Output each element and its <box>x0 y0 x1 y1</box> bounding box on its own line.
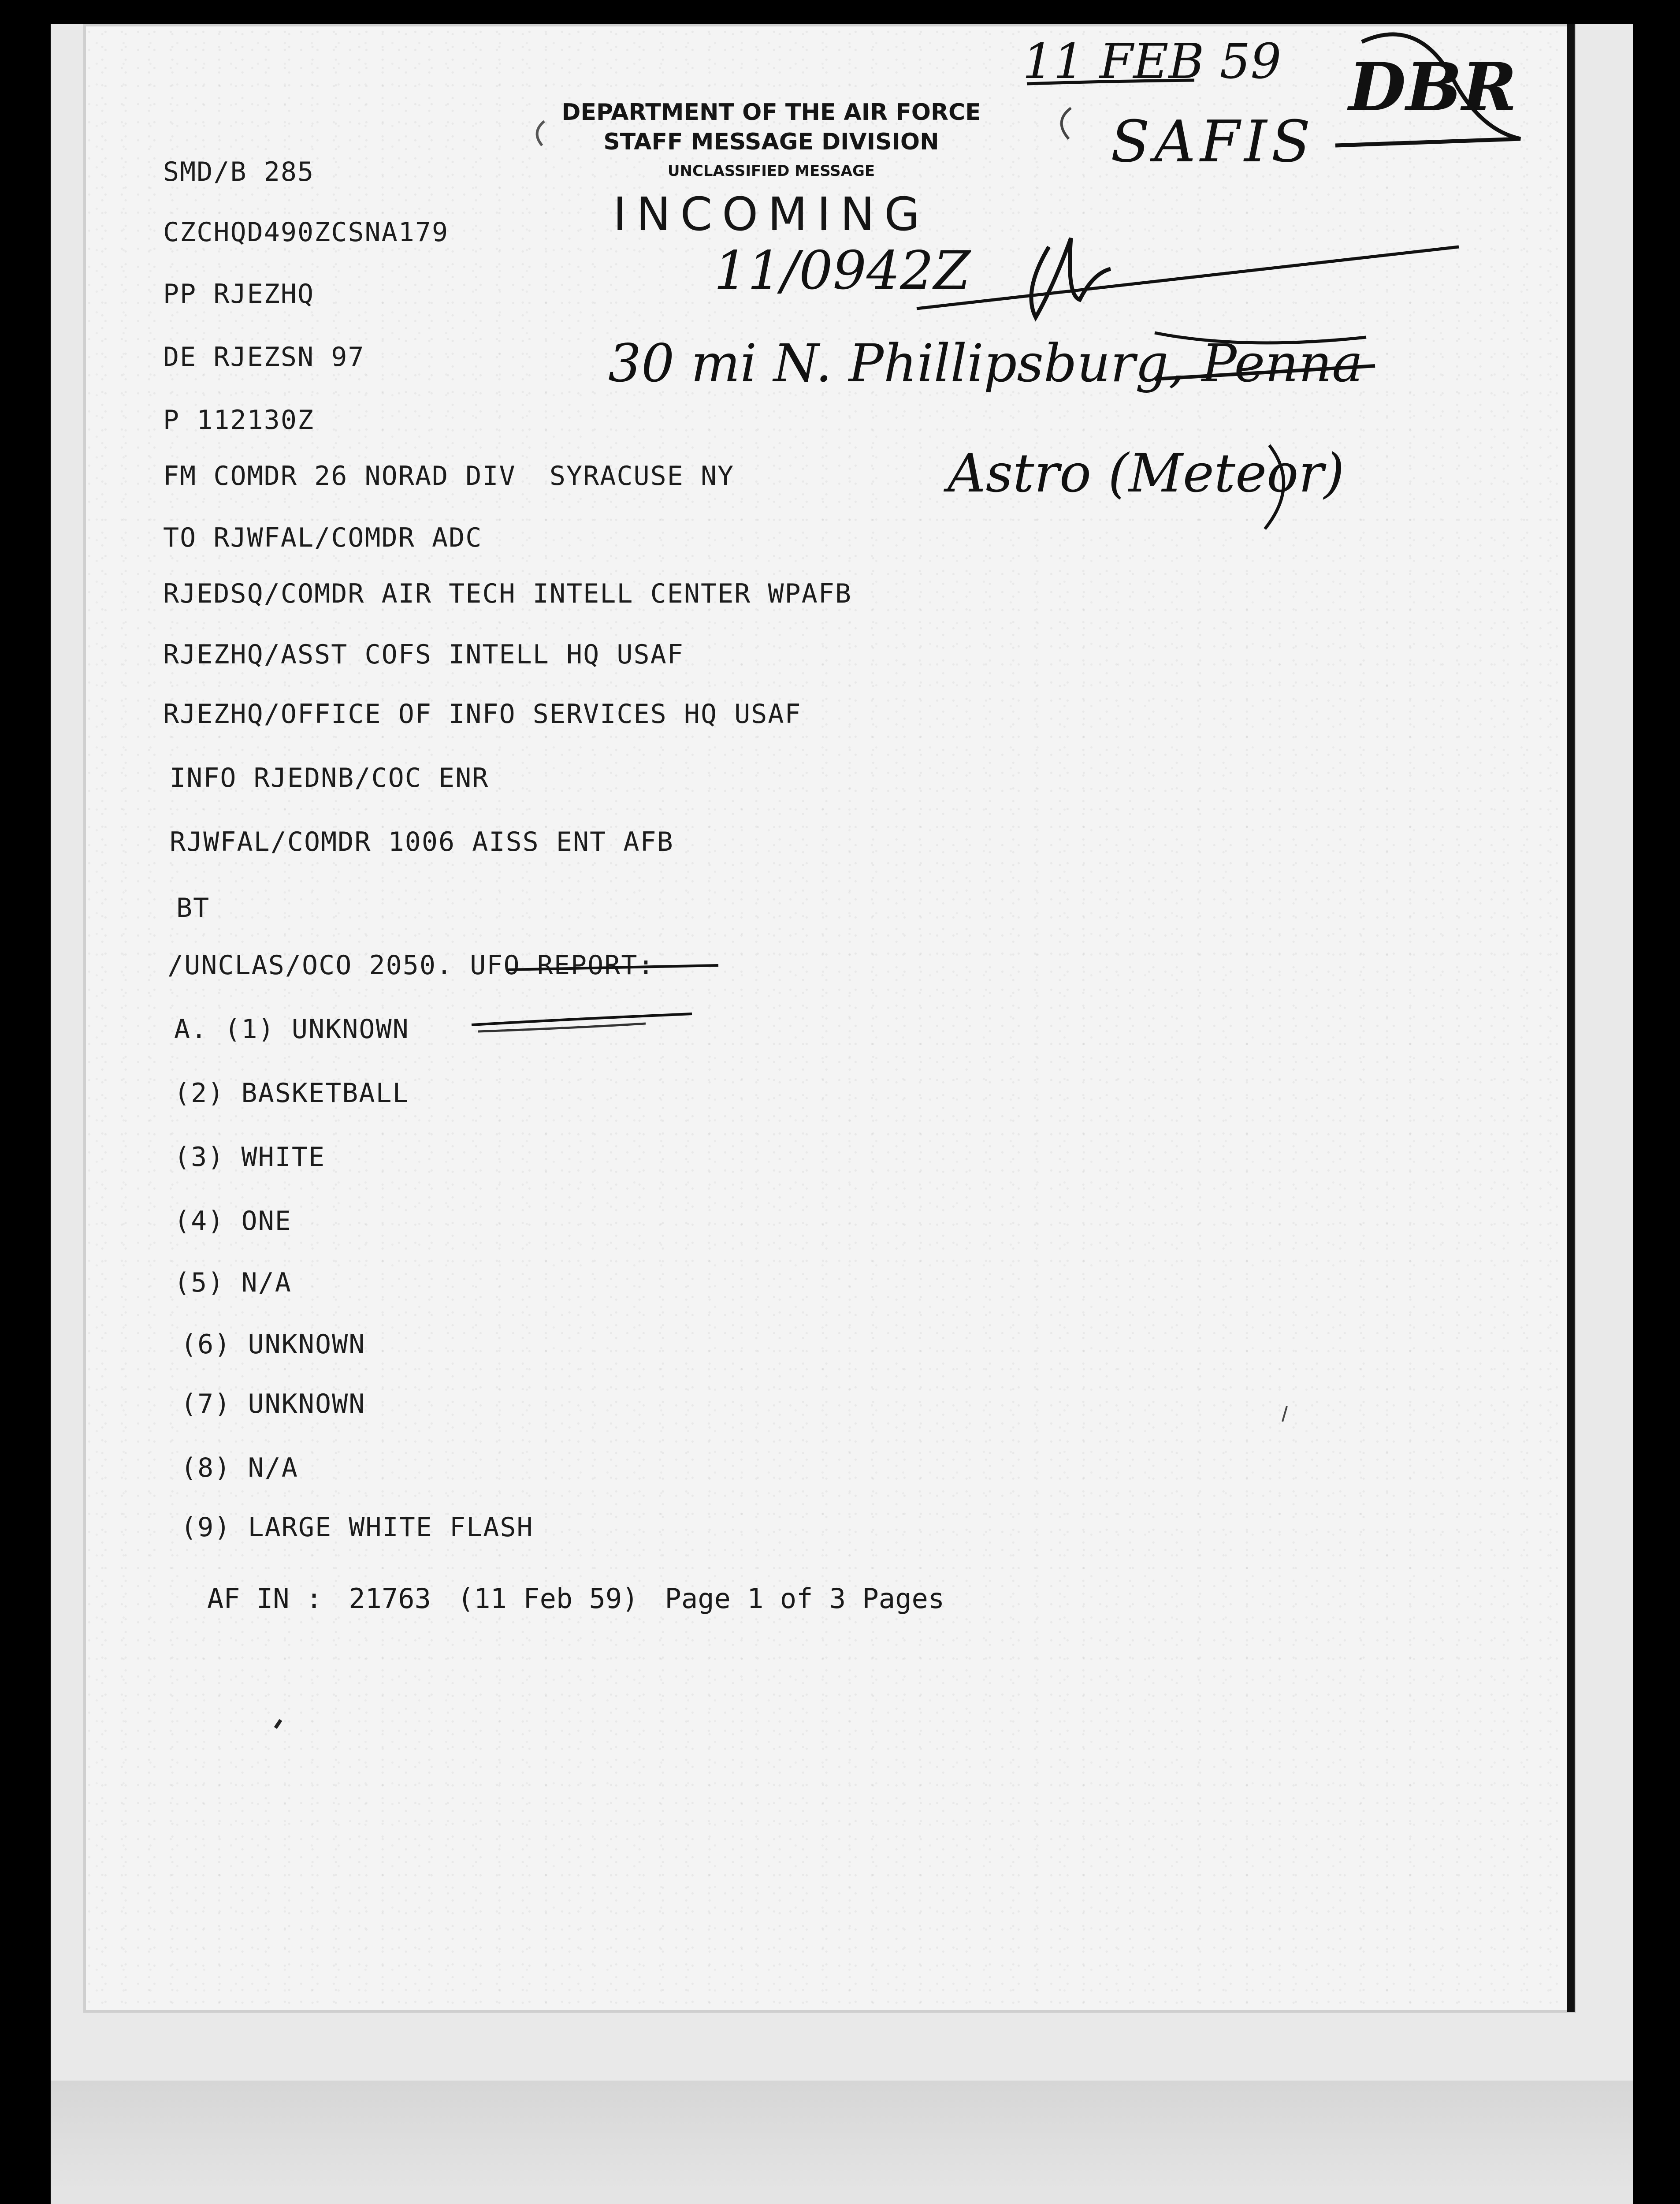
report-item: (6) UNKNOWN <box>181 1329 366 1360</box>
handwritten-time: 11/0942Z <box>714 240 970 302</box>
routing-line: RJEDSQ/COMDR AIR TECH INTELL CENTER WPAFB <box>163 578 852 609</box>
stray-mark <box>1282 1406 1287 1422</box>
handwritten-location: 30 mi N. Phillipsburg, Penna <box>608 333 1363 394</box>
strikethrough <box>1155 366 1375 379</box>
handwritten-date: 11 FEB 59 <box>1022 33 1282 89</box>
paren-mark <box>1265 445 1284 529</box>
report-item: (9) LARGE WHITE FLASH <box>181 1512 534 1543</box>
strike-line <box>917 247 1459 309</box>
strike-line <box>1155 333 1366 343</box>
report-item: (8) N/A <box>181 1452 298 1483</box>
af-in-number: 21763 <box>349 1582 431 1615</box>
routing-line: TO RJWFAL/COMDR ADC <box>163 522 483 553</box>
routing-line: PP RJEZHQ <box>163 279 315 309</box>
routing-line: CZCHQD490ZCSNA179 <box>163 217 449 248</box>
report-underline <box>472 1014 692 1025</box>
report-item: (5) N/A <box>174 1267 292 1298</box>
report-item: A. (1) UNKNOWN <box>174 1014 409 1045</box>
report-underline <box>507 965 718 970</box>
routing-line: RJWFAL/COMDR 1006 AISS ENT AFB <box>170 826 674 857</box>
routing-line: INFO RJEDNB/COC ENR <box>170 763 489 793</box>
report-heading: /UNCLAS/OCO 2050. UFO REPORT: <box>167 950 655 981</box>
page-count: Page 1 of 3 Pages <box>665 1582 945 1615</box>
department-title: DEPARTMENT OF THE AIR FORCE <box>561 99 981 126</box>
routing-line: FM COMDR 26 NORAD DIV SYRACUSE NY <box>163 461 735 491</box>
initials-scribble <box>1335 34 1520 145</box>
bracket-mark <box>1062 108 1071 139</box>
report-item: (2) BASKETBALL <box>174 1078 409 1109</box>
af-in-date: (11 Feb 59) <box>457 1582 639 1615</box>
report-item: (4) ONE <box>174 1206 292 1236</box>
handwritten-initials: DBR <box>1349 48 1517 126</box>
stray-mark <box>275 1720 281 1728</box>
handwritten-evaluation: Astro (Meteor) <box>948 443 1345 504</box>
division-title: STAFF MESSAGE DIVISION <box>603 129 939 155</box>
classification-label: UNCLASSIFIED MESSAGE <box>667 162 875 180</box>
incoming-label: INCOMING <box>613 187 929 241</box>
signature-scribble <box>1031 238 1111 317</box>
routing-line: SMD/B 285 <box>163 156 315 187</box>
routing-line: DE RJEZSN 97 <box>163 342 365 372</box>
routing-line: RJEZHQ/OFFICE OF INFO SERVICES HQ USAF <box>163 699 802 730</box>
report-item: (7) UNKNOWN <box>181 1389 366 1419</box>
routing-line: BT <box>176 893 210 923</box>
report-underline <box>478 1024 646 1031</box>
handwritten-office: SAFIS <box>1111 108 1315 175</box>
routing-line: P 112130Z <box>163 405 315 436</box>
routing-line: RJEZHQ/ASST COFS INTELL HQ USAF <box>163 639 684 670</box>
af-in-label: AF IN : <box>207 1582 323 1615</box>
date-underline <box>1027 80 1194 84</box>
bracket-mark <box>537 121 544 145</box>
report-item: (3) WHITE <box>174 1142 326 1173</box>
